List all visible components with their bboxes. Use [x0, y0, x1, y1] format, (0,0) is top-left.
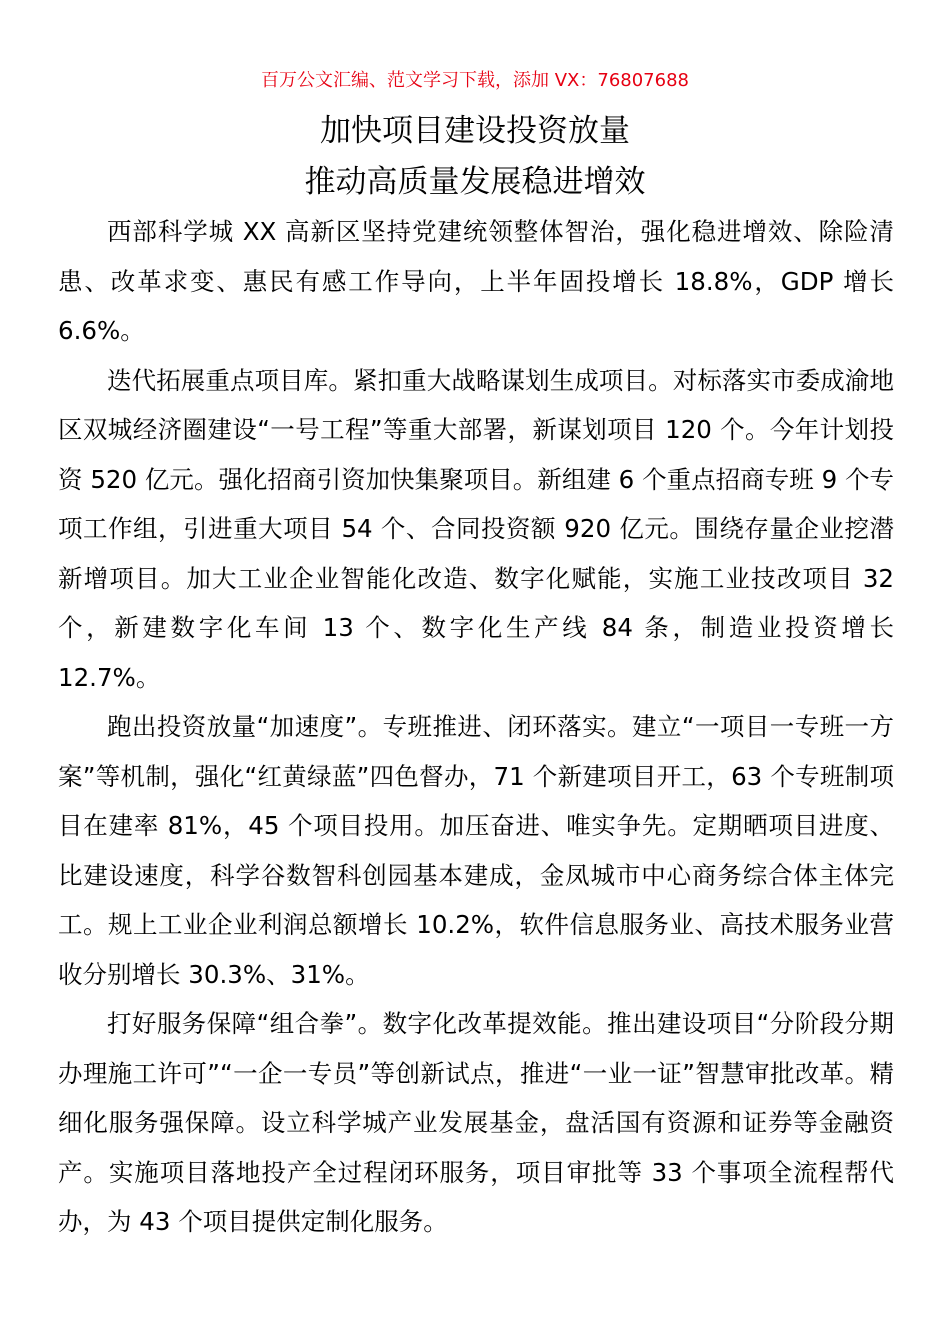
- paragraph-service-guarantee: 打好服务保障“组合拳”。数字化改革提效能。推出建设项目“分阶段分期办理施工许可”“一企一专员”等创新试点，推进“一业一证”智慧审批改革。精细化服务强保障。设立科学城产业发展基金，盘活国有资源和证券等金融资产。实施项目落地投产全过程闭环服务，项目审批等 33 个事项全流程帮代办，为 43 个项目提供定制化服务。: [58, 1009, 894, 1236]
- document-title-line-2: 推动高质量发展稳进增效: [304, 164, 646, 200]
- paragraph-investment-speed: 跑出投资放量“加速度”。专班推进、闭环落实。建立“一项目一专班一方案”等机制，强化“红黄绿蓝”四色督办，71 个新建项目开工，63 个专班制项目在建率 81%，45 个项目投用。加压奋进、唯实争先。定期晒项目进度、比建设速度，科学谷数智科创园基本建成，金凤城市中心商务综合体主体完工。规上工业企业利润总额增长 10.2%，软件信息服务业、高技术服务业营收分别增长 30.3%、31%。: [58, 712, 894, 989]
- document-body: [58, 207, 894, 1247]
- document-title-line-1: 加快项目建设投资放量: [320, 113, 630, 149]
- watermark-text: 百万公文汇编、范文学习下载，添加 VX：76807688: [261, 70, 689, 91]
- paragraph-intro: 西部科学城 XX 高新区坚持党建统领整体智治，强化稳进增效、除险清患、改革求变、惠民有感工作导向，上半年固投增长 18.8%，GDP 增长 6.6%。: [58, 217, 894, 345]
- paragraph-project-library: 迭代拓展重点项目库。紧扣重大战略谋划生成项目。对标落实市委成渝地区双城经济圈建设“一号工程”等重大部署，新谋划项目 120 个。今年计划投资 520 亿元。强化招商引资加快集聚项目。新组建 6 个重点招商专班 9 个专项工作组，引进重大项目 54 个、合同投资额 920 亿元。围绕存量企业挖潜新增项目。加大工业企业智能化改造、数字化赋能，实施工业技改项目 32 个，新建数字化车间 13 个、数字化生产线 84 条，制造业投资增长 12.7%。: [58, 365, 894, 692]
